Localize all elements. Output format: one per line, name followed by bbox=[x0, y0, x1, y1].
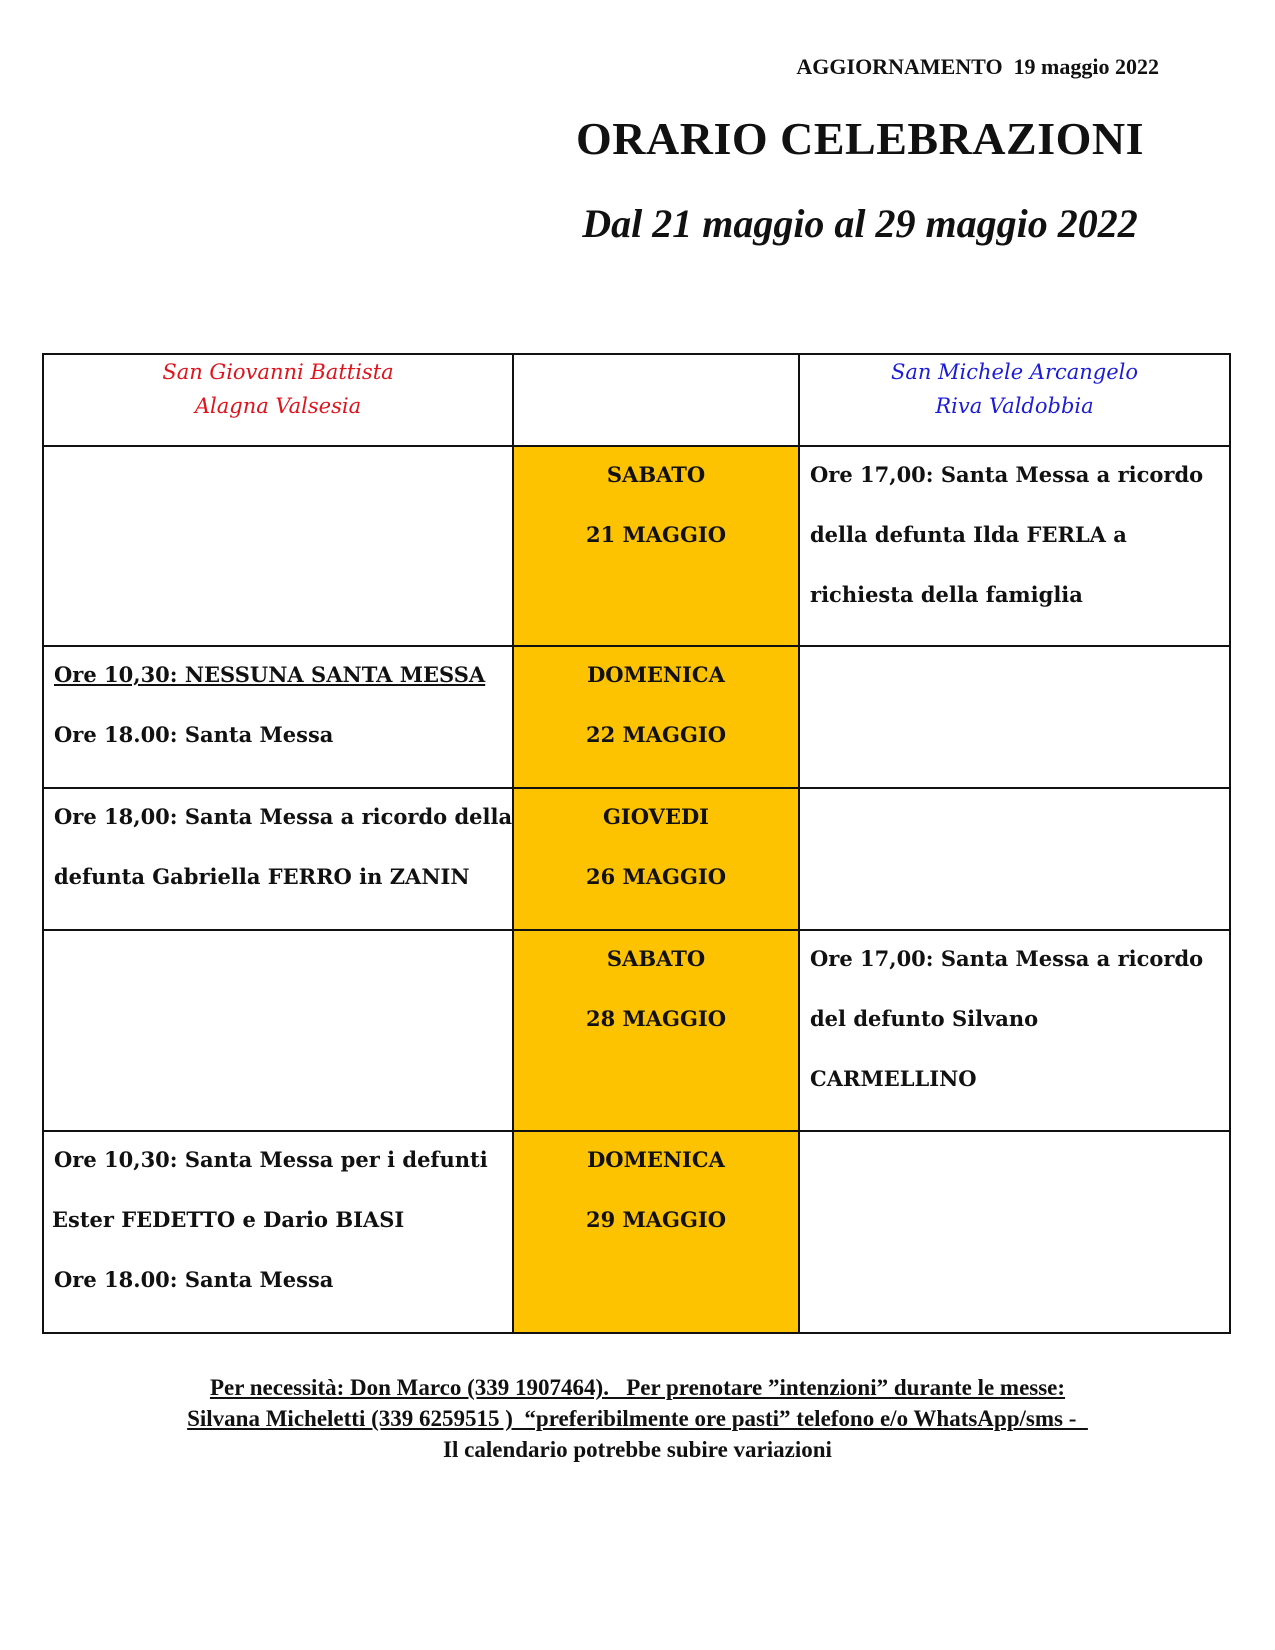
left-cell bbox=[43, 446, 513, 646]
right-cell bbox=[799, 930, 1230, 1131]
left-cell bbox=[43, 646, 513, 788]
date: 22 MAGGIO bbox=[585, 722, 727, 747]
left-cell bbox=[43, 930, 513, 1131]
left-cell bbox=[43, 1131, 513, 1333]
date: 21 MAGGIO bbox=[585, 522, 727, 547]
weekday: DOMENICA bbox=[587, 662, 725, 687]
weekday: DOMENICA bbox=[587, 1147, 725, 1172]
event-line: Ore 18,00: Santa Messa a ricordo della bbox=[54, 804, 513, 829]
date: 29 MAGGIO bbox=[585, 1207, 727, 1232]
right-cell bbox=[799, 788, 1230, 930]
date: 28 MAGGIO bbox=[585, 1006, 727, 1031]
event-line: Ore 10,30: NESSUNA SANTA MESSA bbox=[54, 662, 486, 687]
event-line: Ore 17,00: Santa Messa a ricordo bbox=[810, 462, 1204, 487]
weekday: GIOVEDI bbox=[602, 804, 709, 829]
footer-contact-line: Per necessità: Don Marco (339 1907464). Per prenotare ”intenzioni” durante le messe: bbox=[209, 1375, 1066, 1400]
event-line: Ore 18.00: Santa Messa bbox=[54, 722, 334, 747]
church-right-place: Riva Valdobbia bbox=[935, 394, 1094, 418]
event-line: del defunto Silvano bbox=[810, 1006, 1039, 1031]
event-line: Ore 17,00: Santa Messa a ricordo bbox=[810, 946, 1204, 971]
day-cell bbox=[513, 646, 799, 788]
day-cell bbox=[513, 930, 799, 1131]
footer-disclaimer: Il calendario potrebbe subire variazioni bbox=[443, 1437, 832, 1462]
right-cell bbox=[799, 1131, 1230, 1333]
event-line: richiesta della famiglia bbox=[810, 582, 1083, 607]
church-right-name: San Michele Arcangelo bbox=[890, 360, 1139, 384]
church-right-header bbox=[799, 354, 1230, 446]
weekday: SABATO bbox=[606, 462, 706, 487]
page-title: ORARIO CELEBRAZIONI bbox=[576, 113, 1144, 164]
update-date: AGGIORNAMENTO 19 maggio 2022 bbox=[796, 54, 1159, 79]
day-cell bbox=[513, 446, 799, 646]
table-row bbox=[43, 1131, 1230, 1333]
table-row bbox=[43, 446, 1230, 646]
schedule-table bbox=[42, 353, 1231, 1334]
church-left-name: San Giovanni Battista bbox=[162, 360, 394, 384]
event-line: Ester FEDETTO e Dario BIASI bbox=[52, 1207, 405, 1232]
left-cell bbox=[43, 788, 513, 930]
event-line: Ore 18.00: Santa Messa bbox=[54, 1267, 334, 1292]
event-line: della defunta Ilda FERLA a bbox=[810, 522, 1127, 547]
page-subtitle: Dal 21 maggio al 29 maggio 2022 bbox=[582, 201, 1138, 246]
day-cell bbox=[513, 788, 799, 930]
event-line: defunta Gabriella FERRO in ZANIN bbox=[54, 864, 470, 889]
day-cell bbox=[513, 1131, 799, 1333]
table-row bbox=[43, 646, 1230, 788]
church-left-place: Alagna Valsesia bbox=[194, 394, 362, 418]
right-cell bbox=[799, 446, 1230, 646]
footer-booking-line: Silvana Micheletti (339 6259515 ) “preferibilmente ore pasti” telefono e/o WhatsApp/sms - bbox=[187, 1406, 1088, 1431]
day-column-header bbox=[513, 354, 799, 446]
table-row bbox=[43, 930, 1230, 1131]
church-left-header bbox=[43, 354, 513, 446]
event-line: Ore 10,30: Santa Messa per i defunti bbox=[54, 1147, 488, 1172]
header-row bbox=[43, 354, 1230, 446]
right-cell bbox=[799, 646, 1230, 788]
table-row bbox=[43, 788, 1230, 930]
footer-notes bbox=[0, 1372, 1275, 1465]
event-line: CARMELLINO bbox=[810, 1066, 977, 1091]
date: 26 MAGGIO bbox=[585, 864, 727, 889]
weekday: SABATO bbox=[606, 946, 706, 971]
